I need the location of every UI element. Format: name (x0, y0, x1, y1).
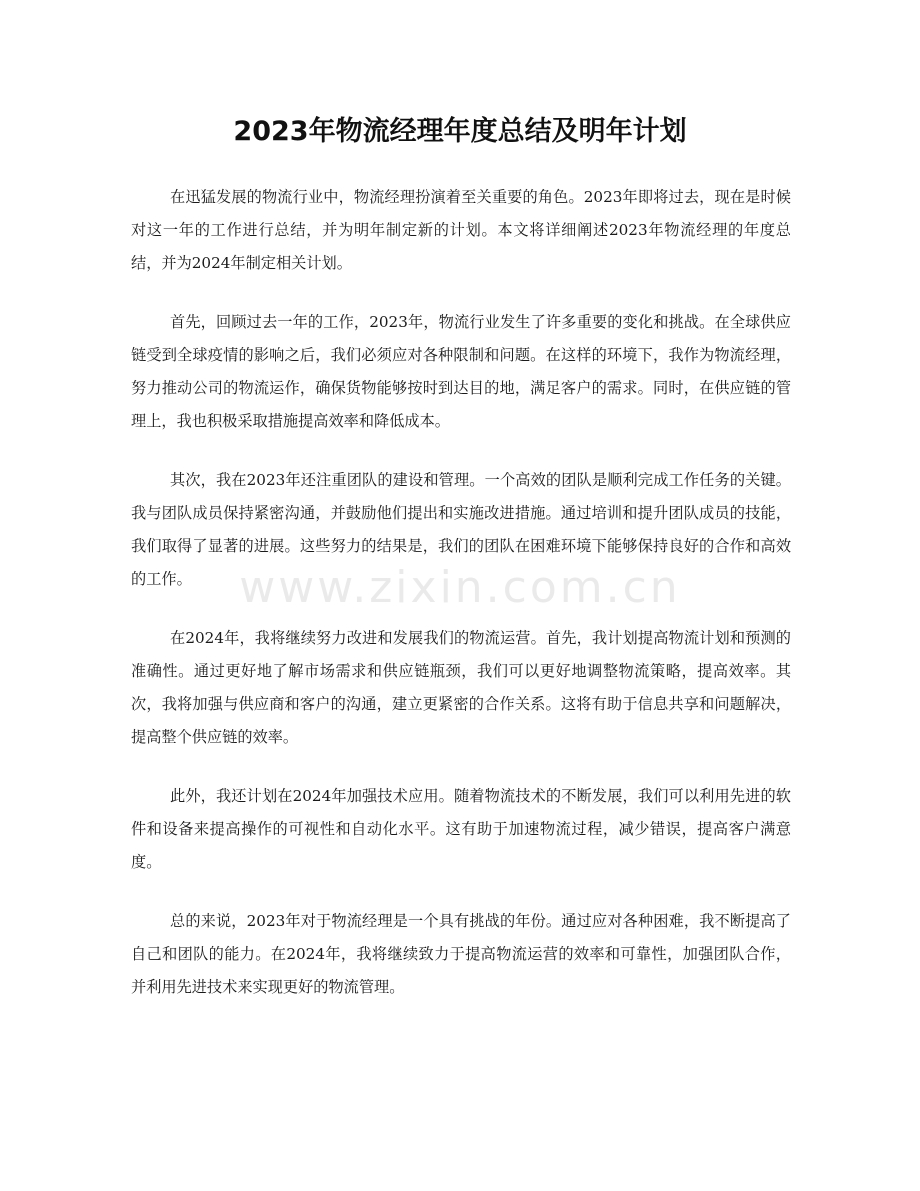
document-body (131, 181, 791, 1030)
paragraph-intro: 在迅猛发展的物流行业中，物流经理扮演着至关重要的角色。2023年即将过去，现在是时候对这一年的工作进行总结，并为明年制定新的计划。本文将详细阐述2023年物流经理的年度总结，并为2024年制定相关计划。 (131, 188, 791, 272)
paragraph-review: 首先，回顾过去一年的工作，2023年，物流行业发生了许多重要的变化和挑战。在全球供应链受到全球疫情的影响之后，我们必须应对各种限制和问题。在这样的环境下，我作为物流经理，努力推动公司的物流运作，确保货物能够按时到达目的地，满足客户的需求。同时，在供应链的管理上，我也积极采取措施提高效率和降低成本。 (131, 313, 791, 430)
watermark: www.zixin.com.cn (239, 562, 681, 613)
paragraph-plan-2024: 在2024年，我将继续努力改进和发展我们的物流运营。首先，我计划提高物流计划和预测的准确性。通过更好地了解市场需求和供应链瓶颈，我们可以更好地调整物流策略，提高效率。其次，我将加强与供应商和客户的沟通，建立更紧密的合作关系。这将有助于信息共享和问题解决，提高整个供应链的效率。 (131, 629, 791, 746)
document-title: 2023年物流经理年度总结及明年计划 (233, 116, 687, 147)
paragraph-conclusion: 总的来说，2023年对于物流经理是一个具有挑战的年份。通过应对各种困难，我不断提高了自己和团队的能力。在2024年，我将继续致力于提高物流运营的效率和可靠性，加强团队合作，并利用先进技术来实现更好的物流管理。 (131, 912, 791, 996)
paragraph-team: 其次，我在2023年还注重团队的建设和管理。一个高效的团队是顺利完成工作任务的关键。我与团队成员保持紧密沟通，并鼓励他们提出和实施改进措施。通过培训和提升团队成员的技能，我们取得了显著的进展。这些努力的结果是，我们的团队在困难环境下能够保持良好的合作和高效的工作。 (131, 471, 791, 588)
paragraph-technology: 此外，我还计划在2024年加强技术应用。随着物流技术的不断发展，我们可以利用先进的软件和设备来提高操作的可视性和自动化水平。这有助于加速物流过程，减少错误，提高客户满意度。 (131, 787, 791, 871)
